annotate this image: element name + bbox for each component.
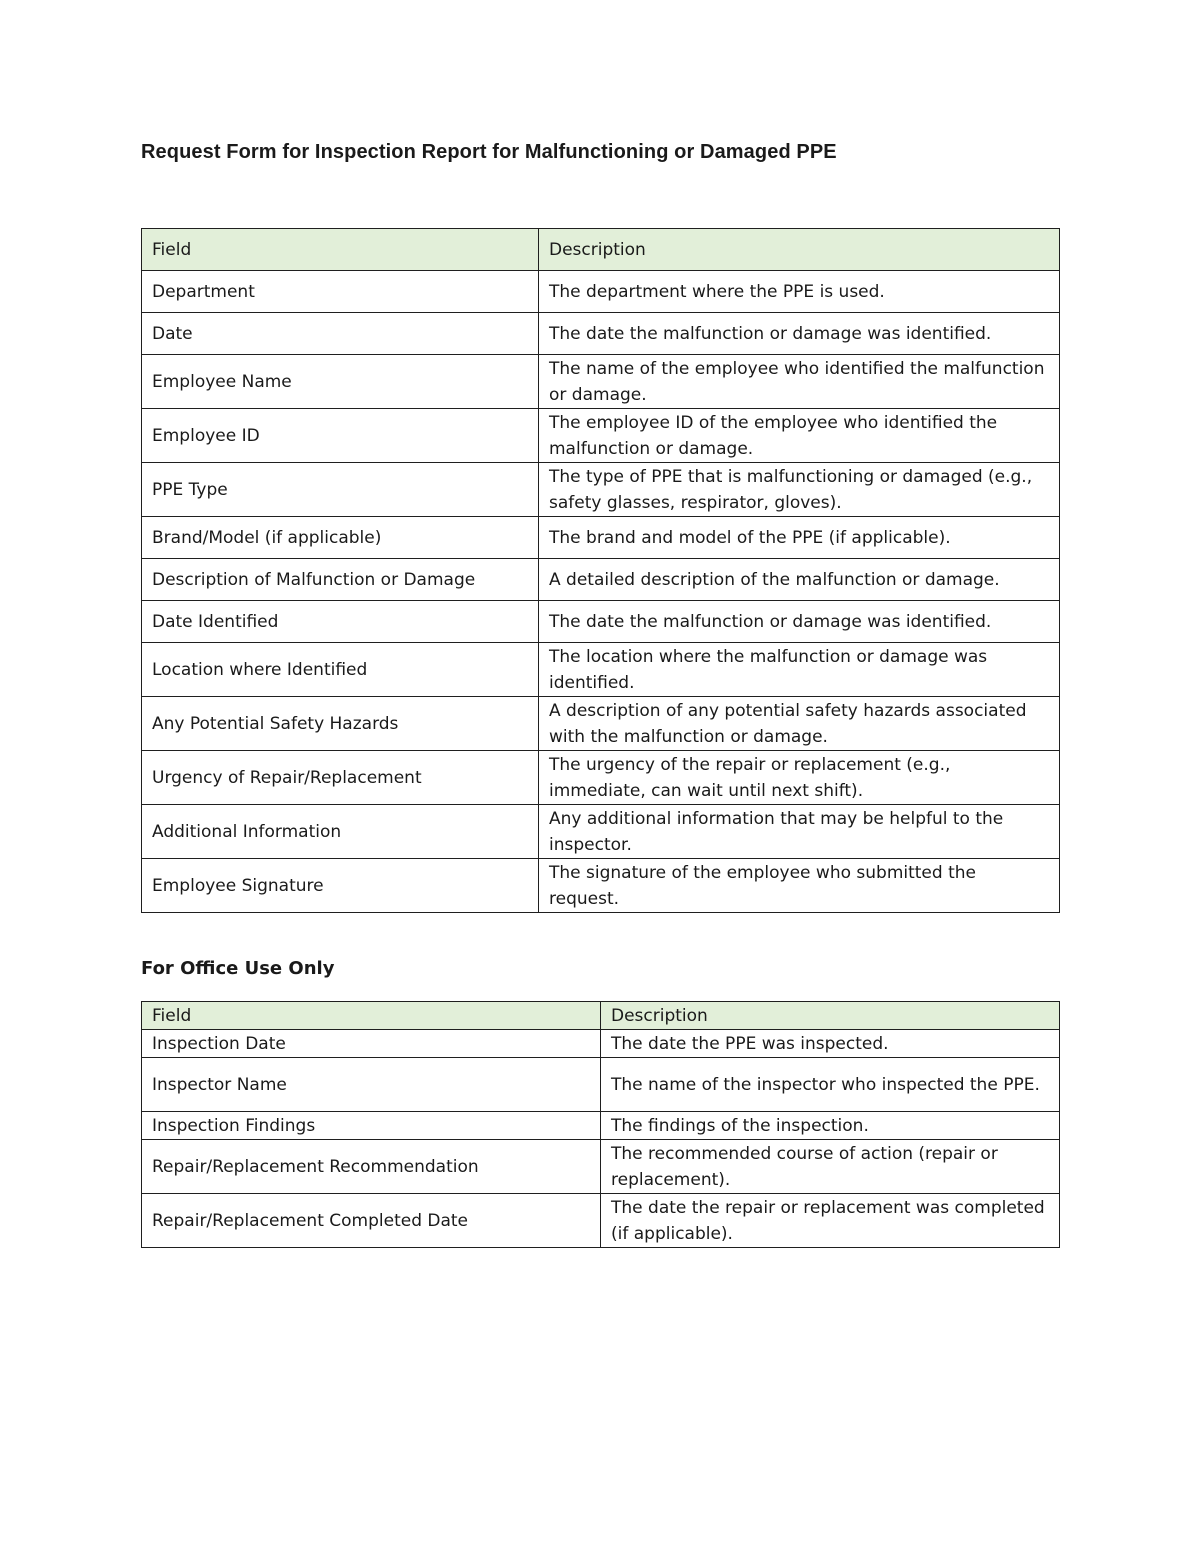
description-cell: The date the PPE was inspected. (601, 1030, 1060, 1058)
field-cell: Location where Identified (142, 643, 539, 697)
description-cell: The findings of the inspection. (601, 1112, 1060, 1140)
table-row (142, 1140, 1060, 1194)
table-row (142, 751, 1060, 805)
table-row (142, 1030, 1060, 1058)
description-cell: The date the malfunction or damage was identified. (539, 601, 1060, 643)
office-use-heading: For Office Use Only (141, 958, 335, 979)
table-row (142, 1194, 1060, 1248)
table-row (142, 643, 1060, 697)
description-cell: The department where the PPE is used. (539, 271, 1060, 313)
description-cell: The urgency of the repair or replacement (e.g., immediate, can wait until next shift). (539, 751, 1060, 805)
description-cell: A description of any potential safety hazards associated with the malfunction or damage. (539, 697, 1060, 751)
page-title: Request Form for Inspection Report for Malfunctioning or Damaged PPE (141, 141, 837, 163)
table-row (142, 1058, 1060, 1112)
table-row (142, 1112, 1060, 1140)
description-cell: The date the malfunction or damage was identified. (539, 313, 1060, 355)
table-row (142, 805, 1060, 859)
column-header-description: Description (539, 229, 1060, 271)
field-cell: Additional Information (142, 805, 539, 859)
table-row (142, 271, 1060, 313)
field-cell: Department (142, 271, 539, 313)
table-row (142, 559, 1060, 601)
description-cell: The date the repair or replacement was completed (if applicable). (601, 1194, 1060, 1248)
table-header-row (142, 1002, 1060, 1030)
field-cell: Description of Malfunction or Damage (142, 559, 539, 601)
field-cell: Employee Signature (142, 859, 539, 913)
table-row (142, 697, 1060, 751)
table-header-row (142, 229, 1060, 271)
field-cell: Urgency of Repair/Replacement (142, 751, 539, 805)
description-cell: Any additional information that may be helpful to the inspector. (539, 805, 1060, 859)
description-cell: The type of PPE that is malfunctioning or damaged (e.g., safety glasses, respirator, gloves). (539, 463, 1060, 517)
description-cell: The brand and model of the PPE (if applicable). (539, 517, 1060, 559)
office-use-table (141, 1001, 1060, 1248)
table-row (142, 463, 1060, 517)
request-form-table (141, 228, 1060, 913)
field-cell: Brand/Model (if applicable) (142, 517, 539, 559)
table-row (142, 313, 1060, 355)
description-cell: The recommended course of action (repair or replacement). (601, 1140, 1060, 1194)
description-cell: The name of the employee who identified the malfunction or damage. (539, 355, 1060, 409)
table-row (142, 601, 1060, 643)
field-cell: Inspection Findings (142, 1112, 601, 1140)
field-cell: Inspection Date (142, 1030, 601, 1058)
description-cell: The location where the malfunction or damage was identified. (539, 643, 1060, 697)
table-row (142, 859, 1060, 913)
column-header-field: Field (142, 1002, 601, 1030)
description-cell: The name of the inspector who inspected the PPE. (601, 1058, 1060, 1112)
field-cell: Repair/Replacement Completed Date (142, 1194, 601, 1248)
description-cell: The signature of the employee who submitted the request. (539, 859, 1060, 913)
field-cell: Any Potential Safety Hazards (142, 697, 539, 751)
field-cell: Date (142, 313, 539, 355)
column-header-description: Description (601, 1002, 1060, 1030)
field-cell: Employee Name (142, 355, 539, 409)
description-cell: The employee ID of the employee who identified the malfunction or damage. (539, 409, 1060, 463)
column-header-field: Field (142, 229, 539, 271)
field-cell: PPE Type (142, 463, 539, 517)
table-row (142, 409, 1060, 463)
field-cell: Date Identified (142, 601, 539, 643)
field-cell: Repair/Replacement Recommendation (142, 1140, 601, 1194)
field-cell: Employee ID (142, 409, 539, 463)
table-row (142, 517, 1060, 559)
table-row (142, 355, 1060, 409)
field-cell: Inspector Name (142, 1058, 601, 1112)
description-cell: A detailed description of the malfunction or damage. (539, 559, 1060, 601)
